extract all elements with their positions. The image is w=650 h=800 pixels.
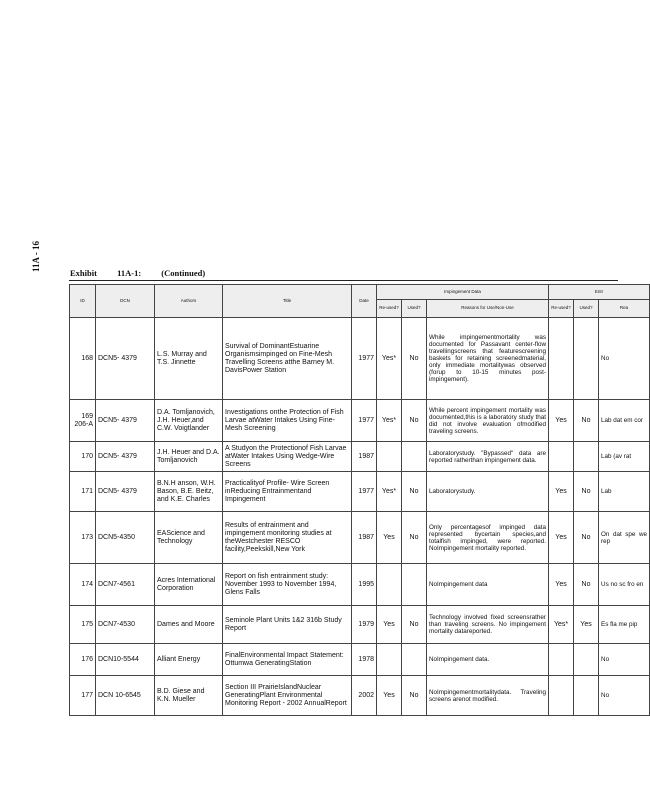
cell-id: 170 — [70, 442, 96, 472]
cell-dcn: DCN5- 4379 — [96, 442, 155, 472]
cell-dcn: DCN10-5544 — [96, 644, 155, 676]
exhibit-label: Exhibit — [70, 268, 97, 278]
cell-ent-reason: No — [599, 676, 650, 716]
header-dcn: DCN — [96, 285, 155, 318]
cell-authors: D.A. Tomljanovich, J.H. Heuer,and C.W. Voigtlander — [155, 400, 223, 442]
table-row — [70, 676, 650, 716]
cell-imp-reason: While percent impingement mortality was documented,this is a laboratory study that did not involve evaluation ofmodified traveling screens. — [427, 400, 549, 442]
cell-imp-used: No — [402, 512, 427, 564]
cell-imp-reused: Yes* — [377, 400, 402, 442]
cell-ent-used: No — [574, 512, 599, 564]
cell-id: 176 — [70, 644, 96, 676]
cell-title: Survival of DominantEstuarine Organismsimpinged on Fine-Mesh Travelling Screens atthe Barney M. DavisPower Station — [223, 318, 352, 400]
table-row — [70, 472, 650, 512]
cell-ent-reason: Lab — [599, 472, 650, 512]
cell-title: Practicalityof Profile- Wire Screen inReducing Entrainmentand Impingement — [223, 472, 352, 512]
cell-imp-used: No — [402, 676, 427, 716]
cell-title: Seminole Plant Units 1&2 316b Study Report — [223, 606, 352, 644]
cell-authors: L.S. Murray and T.S. Jinnette — [155, 318, 223, 400]
cell-ent-used: No — [574, 472, 599, 512]
cell-imp-reused — [377, 442, 402, 472]
cell-ent-reason: No — [599, 644, 650, 676]
cell-ent-reused — [549, 644, 574, 676]
cell-date: 1977 — [352, 318, 377, 400]
cell-ent-used: Yes — [574, 606, 599, 644]
table-row — [70, 442, 650, 472]
cell-ent-reused — [549, 442, 574, 472]
cell-ent-reused: Yes — [549, 564, 574, 606]
cell-ent-reason: Es fla me pip — [599, 606, 650, 644]
cell-authors: B.N.H anson, W.H. Bason, B.E. Beitz, and K.E. Charles — [155, 472, 223, 512]
cell-ent-used: No — [574, 564, 599, 606]
cell-authors: Acres International Corporation — [155, 564, 223, 606]
cell-id: 174 — [70, 564, 96, 606]
cell-dcn: DCN5- 4379 — [96, 318, 155, 400]
table-row — [70, 644, 650, 676]
cell-imp-reason: Laboratorystudy. — [427, 472, 549, 512]
cell-imp-used — [402, 644, 427, 676]
cell-id: 168 — [70, 318, 96, 400]
cell-date: 1978 — [352, 644, 377, 676]
cell-imp-reason: Laboratorystudy. "Bypassed" data are reported ratherthan impingement data. — [427, 442, 549, 472]
cell-imp-reason: NoImpingement data. — [427, 644, 549, 676]
cell-imp-used: No — [402, 472, 427, 512]
exhibit-heading — [70, 268, 223, 278]
cell-imp-reused: Yes* — [377, 318, 402, 400]
exhibit-rule — [69, 280, 618, 281]
cell-date: 1977 — [352, 472, 377, 512]
cell-dcn: DCN5-4350 — [96, 512, 155, 564]
cell-authors: Dames and Moore — [155, 606, 223, 644]
cell-id: 173 — [70, 512, 96, 564]
cell-ent-reason: Lab dat em cor — [599, 400, 650, 442]
studies-table — [69, 284, 650, 716]
table-row — [70, 564, 650, 606]
cell-date: 1995 — [352, 564, 377, 606]
cell-id: 177 — [70, 676, 96, 716]
cell-imp-reason: Technology involved fixed screensrather than traveling screens. No impingement mortality datareported. — [427, 606, 549, 644]
header-ent-used: Used? — [574, 299, 599, 317]
exhibit-status: (Continued) — [161, 268, 206, 278]
cell-authors: J.H. Heuer and D.A. Tomljanovich — [155, 442, 223, 472]
cell-authors: B.D. Giese and K.N. Mueller — [155, 676, 223, 716]
cell-ent-reused: Yes* — [549, 606, 574, 644]
page-number: 11A - 16 — [31, 240, 41, 272]
cell-imp-reused: Yes — [377, 606, 402, 644]
header-authors: Authors — [155, 285, 223, 318]
cell-id: 171 — [70, 472, 96, 512]
cell-title: Investigations onthe Protection of Fish Larvae atWater Intakes Using Fine-Mesh Screening — [223, 400, 352, 442]
cell-imp-used — [402, 564, 427, 606]
cell-ent-reused: Yes — [549, 400, 574, 442]
table-row — [70, 512, 650, 564]
table-row — [70, 400, 650, 442]
header-id: ID — [70, 285, 96, 318]
header-ent-reused: Re-used? — [549, 299, 574, 317]
cell-dcn: DCN7-4561 — [96, 564, 155, 606]
cell-imp-used — [402, 442, 427, 472]
cell-imp-reused: Yes — [377, 676, 402, 716]
cell-ent-used — [574, 676, 599, 716]
cell-dcn: DCN5- 4379 — [96, 400, 155, 442]
cell-title: A Studyon the Protectionof Fish Larvae atWater Intakes Using Wedge-Wire Screens — [223, 442, 352, 472]
cell-authors: EAScience and Technology — [155, 512, 223, 564]
cell-imp-reason: While impingementmortality was documented for Passavant center-flow travellingscreens that featurescreening baskets for retaining screenedmaterial, only immediate mortalitywas observed (forup to 10-15 minutes post-impingement). — [427, 318, 549, 400]
cell-ent-reused — [549, 318, 574, 400]
header-ent-reasons: Rea — [599, 299, 650, 317]
cell-dcn: DCN7-4530 — [96, 606, 155, 644]
cell-imp-used: No — [402, 606, 427, 644]
cell-ent-used: No — [574, 400, 599, 442]
header-title: Title — [223, 285, 352, 318]
cell-date: 1979 — [352, 606, 377, 644]
cell-id: 169 206-A — [70, 400, 96, 442]
cell-ent-reason: Lab (av rat — [599, 442, 650, 472]
cell-authors: Alliant Energy — [155, 644, 223, 676]
cell-imp-reason: NoImpingement data — [427, 564, 549, 606]
header-imp-reused: Re-used? — [377, 299, 402, 317]
cell-imp-reused — [377, 564, 402, 606]
cell-imp-reused — [377, 644, 402, 676]
cell-ent-used — [574, 318, 599, 400]
cell-title: FinalEnvironmental Impact Statement: Ottumwa GeneratingStation — [223, 644, 352, 676]
cell-ent-reused: Yes — [549, 512, 574, 564]
cell-imp-reason: NoImpingementmortalitydata. Traveling screens arenot modified. — [427, 676, 549, 716]
cell-ent-reason: No — [599, 318, 650, 400]
cell-imp-reused: Yes* — [377, 472, 402, 512]
table-row — [70, 318, 650, 400]
table-row — [70, 606, 650, 644]
group-entrainment: Entr — [549, 285, 650, 300]
group-impingement: Impingement Data — [377, 285, 549, 300]
cell-imp-used: No — [402, 318, 427, 400]
cell-date: 1977 — [352, 400, 377, 442]
cell-ent-reused: Yes — [549, 472, 574, 512]
cell-imp-reused: Yes — [377, 512, 402, 564]
header-imp-used: Used? — [402, 299, 427, 317]
cell-ent-reused — [549, 676, 574, 716]
cell-date: 1987 — [352, 442, 377, 472]
header-date: Date — [352, 285, 377, 318]
cell-dcn: DCN5- 4379 — [96, 472, 155, 512]
cell-ent-used — [574, 442, 599, 472]
cell-ent-reason: Us no sc fro en — [599, 564, 650, 606]
header-imp-reasons: Reasons for Use/Non-Use — [427, 299, 549, 317]
cell-date: 2002 — [352, 676, 377, 716]
cell-ent-reason: On dat spe we rep — [599, 512, 650, 564]
cell-id: 175 — [70, 606, 96, 644]
cell-title: Results of entrainment and impingement monitoring studies at theWestchester RESCO facility,Peekskill,New York — [223, 512, 352, 564]
cell-ent-used — [574, 644, 599, 676]
cell-title: Section III PrairieIslandNuclear GeneratingPlant Environmental Monitoring Report - 2002 AnnualReport — [223, 676, 352, 716]
studies-table-viewport — [69, 284, 648, 708]
cell-title: Report on fish entrainment study: November 1993 to November 1994, Glens Falls — [223, 564, 352, 606]
exhibit-number: 11A-1: — [117, 268, 142, 278]
cell-dcn: DCN 10-6545 — [96, 676, 155, 716]
cell-date: 1987 — [352, 512, 377, 564]
cell-imp-used: No — [402, 400, 427, 442]
cell-imp-reason: Only percentagesof impinged data represented bycertain species,and totalfish impinged, were reported. NoImpingement mortality reported. — [427, 512, 549, 564]
